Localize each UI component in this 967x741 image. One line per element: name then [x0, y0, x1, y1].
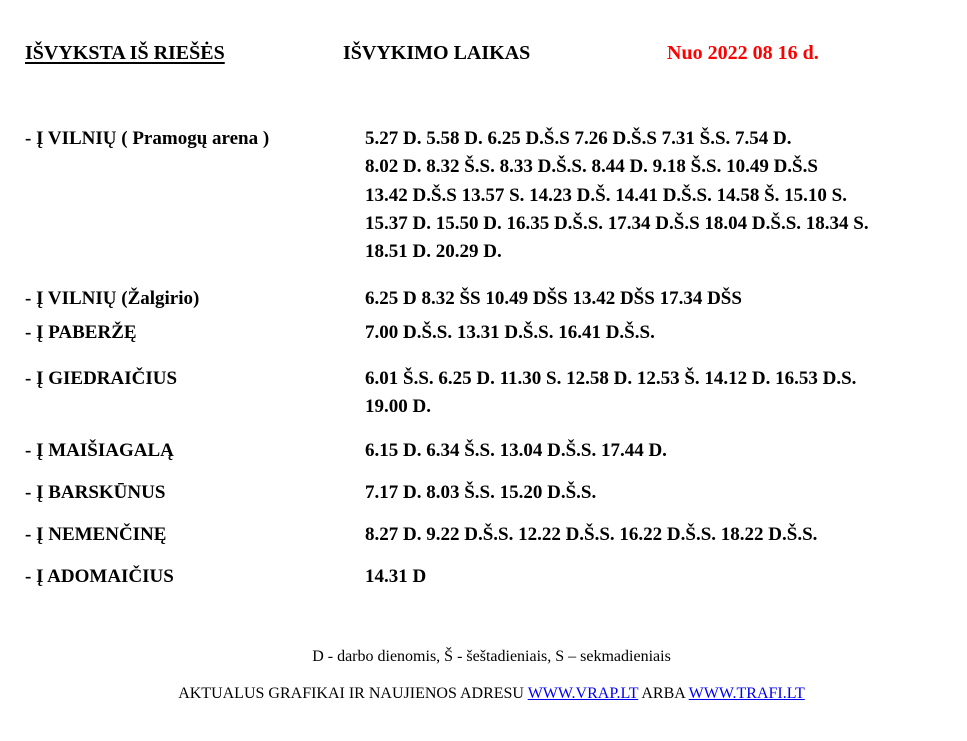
route-times	[365, 319, 945, 347]
times-line: 19.00 D.	[365, 396, 431, 418]
footer	[0, 685, 967, 703]
vrap-link[interactable]: WWW.VRAP.LT	[527, 685, 639, 702]
valid-from-date: Nuo 2022 08 16 d.	[667, 42, 819, 64]
footer-text: AKTUALUS GRAFIKAI IR NAUJIENOS ADRESU	[178, 685, 524, 702]
times-line: 7.00 D.Š.S. 13.31 D.Š.S. 16.41 D.Š.S.	[365, 322, 655, 343]
route-times	[365, 285, 945, 313]
route-destination: - Į BARSKŪNUS	[25, 482, 166, 503]
route-destination: - Į MAIŠIAGALĄ	[25, 440, 174, 461]
times-line: 14.31 D	[365, 566, 427, 587]
departure-time-heading: IŠVYKIMO LAIKAS	[343, 42, 531, 64]
route-destination: - Į PABERŽĘ	[25, 322, 137, 343]
route-destination: - Į VILNIŲ (Žalgirio)	[25, 288, 200, 309]
times-line: 18.51 D. 20.29 D.	[365, 241, 502, 263]
times-line: 8.02 D. 8.32 Š.S. 8.33 D.Š.S. 8.44 D. 9.18 Š.S. 10.49 D.Š.S	[365, 156, 818, 178]
departure-location-heading: IŠVYKSTA IŠ RIEŠĖS	[25, 42, 225, 64]
route-destination: - Į NEMENČINĘ	[25, 524, 167, 545]
route-times	[365, 125, 945, 266]
route-destination: - Į VILNIŲ ( Pramogų arena )	[25, 128, 270, 149]
route-times	[365, 563, 945, 591]
times-line: 7.17 D. 8.03 Š.S. 15.20 D.Š.S.	[365, 482, 597, 503]
times-line: 6.15 D. 6.34 Š.S. 13.04 D.Š.S. 17.44 D.	[365, 440, 667, 461]
times-line: 6.01 Š.S. 6.25 D. 11.30 S. 12.58 D. 12.53 Š. 14.12 D. 16.53 D.S.	[365, 368, 857, 389]
route-times	[365, 437, 945, 465]
route-times	[365, 479, 945, 507]
times-line: 8.27 D. 9.22 D.Š.S. 12.22 D.Š.S. 16.22 D.Š.S. 18.22 D.Š.S.	[365, 524, 818, 545]
trafi-link[interactable]: WWW.TRAFI.LT	[688, 685, 805, 702]
times-line: 6.25 D 8.32 ŠS 10.49 DŠS 13.42 DŠS 17.34 DŠS	[365, 288, 742, 309]
route-times	[365, 521, 945, 549]
route-times	[365, 365, 945, 422]
route-destination: - Į GIEDRAIČIUS	[25, 368, 178, 389]
times-line: 5.27 D. 5.58 D. 6.25 D.Š.S 7.26 D.Š.S 7.31 Š.S. 7.54 D.	[365, 128, 792, 149]
route-destination: - Į ADOMAIČIUS	[25, 566, 174, 587]
times-line: 13.42 D.Š.S 13.57 S. 14.23 D.Š. 14.41 D.Š.S. 14.58 Š. 15.10 S.	[365, 184, 847, 206]
footer-or: ARBA	[641, 685, 685, 702]
legend: D - darbo dienomis, Š - šeštadieniais, S – sekmadieniais	[312, 648, 671, 665]
header	[25, 42, 925, 70]
times-line: 15.37 D. 15.50 D. 16.35 D.Š.S. 17.34 D.Š.S 18.04 D.Š.S. 18.34 S.	[365, 212, 869, 234]
